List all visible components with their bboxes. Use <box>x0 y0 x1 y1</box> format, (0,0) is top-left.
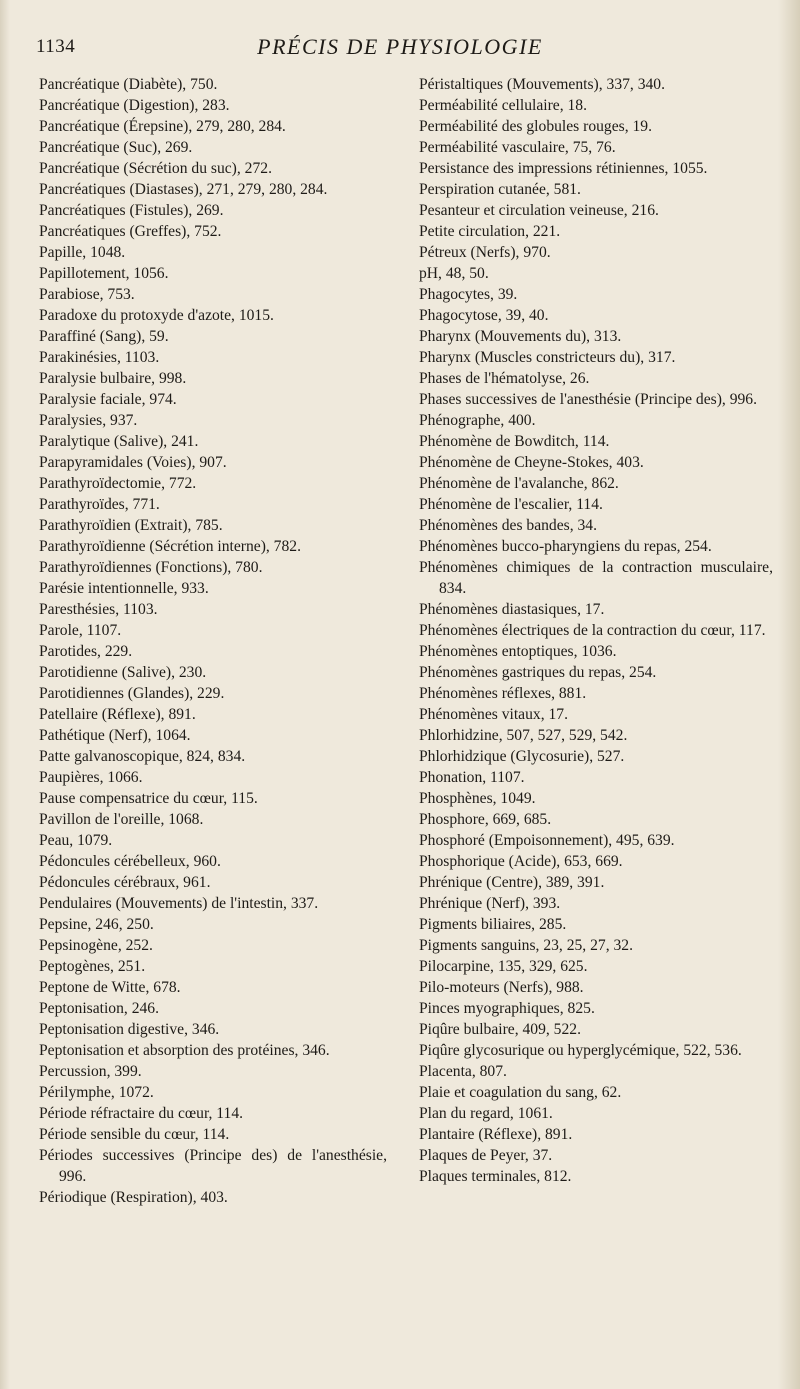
index-entry: Phosphoré (Empoisonnement), 495, 639. <box>419 832 675 849</box>
index-entry: Pavillon de l'oreille, 1068. <box>39 811 204 828</box>
index-entry: Pancréatiques (Fistules), 269. <box>39 202 224 219</box>
index-entry: Paradoxe du protoxyde d'azote, 1015. <box>39 307 274 324</box>
index-entry: Phénomènes gastriques du repas, 254. <box>419 664 657 681</box>
index-entry: Parathyroïdectomie, 772. <box>39 475 197 492</box>
index-entry: Peptonisation et absorption des protéines, 346. <box>39 1042 330 1059</box>
index-entry: Phrénique (Nerf), 393. <box>419 895 561 912</box>
index-entry: Parathyroïdienne (Sécrétion interne), 782. <box>39 538 301 555</box>
index-entry: Placenta, 807. <box>419 1063 507 1080</box>
index-entry: Papille, 1048. <box>39 244 126 261</box>
index-entry: Phénomène de l'escalier, 114. <box>419 496 603 513</box>
index-entry: Phénomènes entoptiques, 1036. <box>419 643 617 660</box>
index-entry: Parotidienne (Salive), 230. <box>39 664 207 681</box>
index-entry: Paralytique (Salive), 241. <box>39 433 199 450</box>
index-entry: Plaques de Peyer, 37. <box>419 1147 553 1164</box>
index-entry: Parotidiennes (Glandes), 229. <box>39 685 225 702</box>
index-entry: Pigments sanguins, 23, 25, 27, 32. <box>419 937 633 954</box>
index-entry: Parathyroïdien (Extrait), 785. <box>39 517 223 534</box>
index-entry: Pancréatiques (Greffes), 752. <box>39 223 222 240</box>
index-entry: Papillotement, 1056. <box>39 265 169 282</box>
index-entry: Pharynx (Mouvements du), 313. <box>419 328 622 345</box>
index-entry: Parakinésies, 1103. <box>39 349 160 366</box>
index-entry: Persistance des impressions rétiniennes, 1055. <box>419 160 708 177</box>
index-entry: Phrénique (Centre), 389, 391. <box>419 874 605 891</box>
index-entry: Parotides, 229. <box>39 643 133 660</box>
page-edge-shadow-left <box>0 0 10 1389</box>
index-entry: Phonation, 1107. <box>419 769 525 786</box>
index-entry: Peau, 1079. <box>39 832 113 849</box>
index-entry: Pilo-moteurs (Nerfs), 988. <box>419 979 584 996</box>
index-entry: Plantaire (Réflexe), 891. <box>419 1126 573 1143</box>
index-entry: Pharynx (Muscles constricteurs du), 317. <box>419 349 676 366</box>
index-entry: Phlorhidzine, 507, 527, 529, 542. <box>419 727 628 744</box>
index-entry: Périodique (Respiration), 403. <box>39 1189 228 1206</box>
index-entry: Peptogènes, 251. <box>39 958 146 975</box>
index-entry: Pédoncules cérébelleux, 960. <box>39 853 221 870</box>
index-entry: Plan du regard, 1061. <box>419 1105 553 1122</box>
index-entry: Pathétique (Nerf), 1064. <box>39 727 191 744</box>
index-entry: Parathyroïdes, 771. <box>39 496 160 513</box>
index-entry: Patte galvanoscopique, 824, 834. <box>39 748 246 765</box>
index-entry: Parole, 1107. <box>39 622 122 639</box>
index-entry: Phlorhidzique (Glycosurie), 527. <box>419 748 625 765</box>
index-entry: Parabiose, 753. <box>39 286 135 303</box>
index-entry: Pigments biliaires, 285. <box>419 916 567 933</box>
index-column-left <box>39 74 387 1208</box>
index-entry: Phénomènes électriques de la contraction du cœur, 117. <box>419 622 766 639</box>
index-entry: Parésie intentionnelle, 933. <box>39 580 209 597</box>
page-header <box>36 34 764 66</box>
index-entry: pH, 48, 50. <box>419 265 489 282</box>
index-entry: Pause compensatrice du cœur, 115. <box>39 790 258 807</box>
index-entry: Pancréatiques (Diastases), 271, 279, 280, 284. <box>39 181 328 198</box>
index-entry: Plaie et coagulation du sang, 62. <box>419 1084 622 1101</box>
index-entry: Percussion, 399. <box>39 1063 142 1080</box>
page-number: 1134 <box>36 36 76 57</box>
index-entry: Phagocytose, 39, 40. <box>419 307 549 324</box>
index-entry: Pétreux (Nerfs), 970. <box>419 244 551 261</box>
index-entry: Pepsine, 246, 250. <box>39 916 154 933</box>
index-entry: Phénomènes chimiques de la contraction musculaire, 834. <box>419 559 773 597</box>
index-entry: Phénographe, 400. <box>419 412 536 429</box>
index-entry: Période sensible du cœur, 114. <box>39 1126 230 1143</box>
index-entry: Phosphènes, 1049. <box>419 790 536 807</box>
index-entry: Peptone de Witte, 678. <box>39 979 181 996</box>
index-entry: Pancréatique (Érepsine), 279, 280, 284. <box>39 118 286 135</box>
index-entry: Perspiration cutanée, 581. <box>419 181 581 198</box>
index-entry: Pendulaires (Mouvements) de l'intestin, 337. <box>39 895 319 912</box>
index-entry: Périodes successives (Principe des) de l'anesthésie, 996. <box>39 1147 387 1185</box>
index-entry: Parathyroïdiennes (Fonctions), 780. <box>39 559 263 576</box>
index-entry: Paresthésies, 1103. <box>39 601 158 618</box>
index-entry: Patellaire (Réflexe), 891. <box>39 706 196 723</box>
index-entry: Pepsinogène, 252. <box>39 937 153 954</box>
index-entry: Période réfractaire du cœur, 114. <box>39 1105 244 1122</box>
index-entry: Phases de l'hématolyse, 26. <box>419 370 590 387</box>
index-entry: Phénomènes réflexes, 881. <box>419 685 587 702</box>
index-entry: Phénomènes vitaux, 17. <box>419 706 568 723</box>
index-entry: Phénomènes des bandes, 34. <box>419 517 597 534</box>
index-entry: Paupières, 1066. <box>39 769 143 786</box>
index-entry: Phosphore, 669, 685. <box>419 811 552 828</box>
index-entry: Pesanteur et circulation veineuse, 216. <box>419 202 659 219</box>
index-column-right <box>419 74 773 1187</box>
index-entry: Paraffiné (Sang), 59. <box>39 328 169 345</box>
running-title: PRÉCIS DE PHYSIOLOGIE <box>257 34 543 59</box>
index-entry: Péristaltiques (Mouvements), 337, 340. <box>419 76 666 93</box>
index-entry: Pancréatique (Suc), 269. <box>39 139 193 156</box>
index-entry: Piqûre bulbaire, 409, 522. <box>419 1021 581 1038</box>
index-entry: Pancréatique (Diabète), 750. <box>39 76 218 93</box>
index-entry: Pilocarpine, 135, 329, 625. <box>419 958 588 975</box>
index-entry: Phénomène de Cheyne-Stokes, 403. <box>419 454 644 471</box>
index-entry: Phagocytes, 39. <box>419 286 518 303</box>
index-entry: Phénomène de l'avalanche, 862. <box>419 475 619 492</box>
page-edge-shadow-right <box>778 0 800 1389</box>
index-entry: Perméabilité des globules rouges, 19. <box>419 118 652 135</box>
index-entry: Paralysie faciale, 974. <box>39 391 177 408</box>
index-entry: Perméabilité vasculaire, 75, 76. <box>419 139 616 156</box>
index-entry: Phénomène de Bowditch, 114. <box>419 433 610 450</box>
index-entry: Phénomènes diastasiques, 17. <box>419 601 605 618</box>
index-entry: Périlymphe, 1072. <box>39 1084 154 1101</box>
index-entry: Petite circulation, 221. <box>419 223 561 240</box>
index-entry: Pinces myographiques, 825. <box>419 1000 595 1017</box>
index-entry: Phénomènes bucco-pharyngiens du repas, 254. <box>419 538 712 555</box>
index-entry: Perméabilité cellulaire, 18. <box>419 97 587 114</box>
index-entry: Pancréatique (Sécrétion du suc), 272. <box>39 160 272 177</box>
index-entry: Phosphorique (Acide), 653, 669. <box>419 853 623 870</box>
index-entry: Parapyramidales (Voies), 907. <box>39 454 227 471</box>
index-entry: Pédoncules cérébraux, 961. <box>39 874 211 891</box>
index-entry: Peptonisation, 246. <box>39 1000 159 1017</box>
index-entry: Plaques terminales, 812. <box>419 1168 572 1185</box>
index-entry: Paralysies, 937. <box>39 412 138 429</box>
index-entry: Phases successives de l'anesthésie (Principe des), 996. <box>419 391 757 408</box>
index-entry: Peptonisation digestive, 346. <box>39 1021 220 1038</box>
index-entry: Paralysie bulbaire, 998. <box>39 370 187 387</box>
index-entry: Pancréatique (Digestion), 283. <box>39 97 230 114</box>
index-entry: Piqûre glycosurique ou hyperglycémique, 522, 536. <box>419 1042 742 1059</box>
